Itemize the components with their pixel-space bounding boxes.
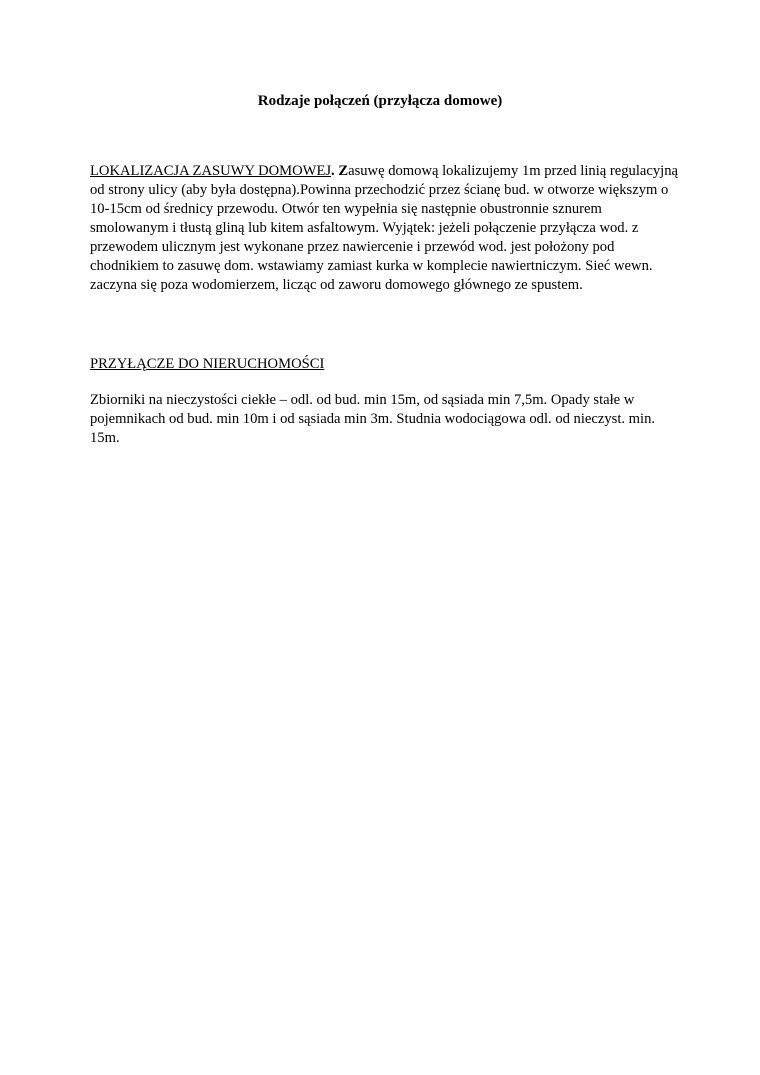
section-lokalizacja-heading-punct: . xyxy=(331,163,335,179)
section-lokalizacja-body: asuwę domową lokalizujemy 1m przed linią regulacyjną od strony ulicy (aby była dostępna).Powinna przechodzić przez ścianę bud. w otworze większym o 10-15cm od średnicy przewodu. Otwór ten wypełnia się następnie obustronnie sznurem smolowanym i tłustą gliną lub kitem asfaltowym. Wyjątek: jeżeli połączenie przyłącza wod. z przewodem ulicznym jest wykonane przez nawiercenie i przewód wod. jest położony pod chodnikiem to zasuwę dom. wstawiamy zamiast kurka w komplecie nawiertniczym. Sieć wewn. zaczyna się poza wodomierzem, licząc od zaworu domowego głównego ze spustem. xyxy=(90,163,678,293)
section-przylacze-heading: PRZYŁĄCZE DO NIERUCHOMOŚCI xyxy=(90,356,325,372)
section-lokalizacja-paragraph xyxy=(90,162,680,295)
section-przylacze-body: Zbiorniki na nieczystości ciekłe – odl. od bud. min 15m, od sąsiada min 7,5m. Opady stałe w pojemnikach od bud. min 10m i od sąsiada min 3m. Studnia wodociągowa odl. od nieczyst. min. 15m. xyxy=(90,392,656,446)
section-lokalizacja-heading: LOKALIZACJA ZASUWY DOMOWEJ xyxy=(90,163,332,179)
document-title: Rodzaje połączeń (przyłącza domowe) xyxy=(257,93,503,109)
section-lokalizacja-lead-letter: Z xyxy=(338,163,349,179)
